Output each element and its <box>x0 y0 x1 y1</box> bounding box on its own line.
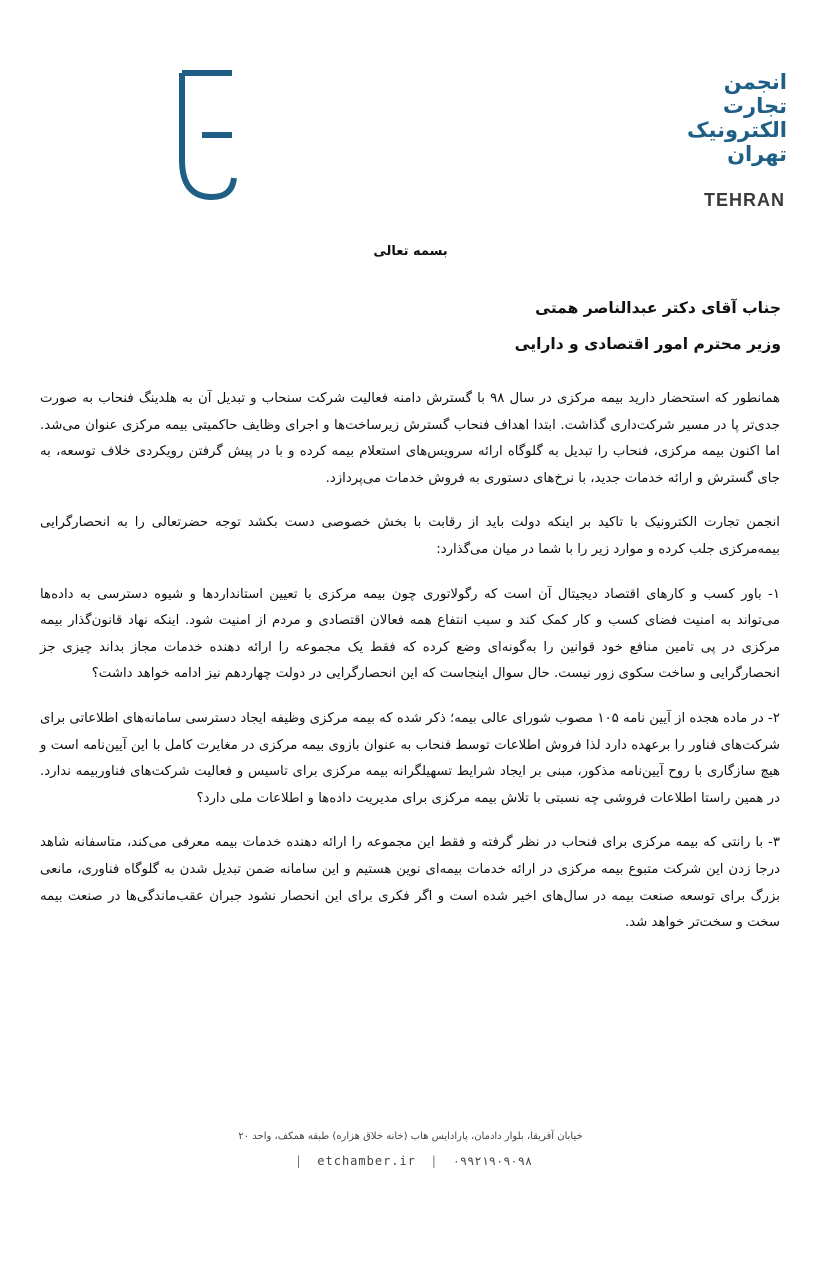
e-logo-icon <box>170 70 250 200</box>
footer-contact <box>0 1154 821 1168</box>
body-paragraph: ۱- باور کسب و کارهای اقتصاد دیجیتال آن است که رگولاتوری چون بیمه مرکزی با تعیین استانداردها و شیوه دسترسی به داده‌ها می‌تواند به امنیت فضای کسب و کار کمک کند و سبب انتفاع همه فعالان اقتصادی و مردم از امنیت شود. اینکه نهاد قانون‌گذار بیمه مرکزی در پی تامین منافع خود قوانین را به‌گونه‌ای وضع کرده که فقط یک مجموعه را ارائه دهنده خدمات مجاز بداند چیزی جز انحصارگرایی و ساخت سکوی زور نیست. حال سوال اینجاست که این انحصارگرایی در دولت چهاردهم نیز ادامه خواهد داشت؟ <box>40 586 780 682</box>
brand-line: تهران <box>727 142 787 166</box>
body-paragraph: همانطور که استحضار دارید بیمه مرکزی در سال ۹۸ با گسترش دامنه فعالیت شرکت سنحاب و تبدیل آن به هلدینگ فنحاب به صورت جدی‌تر پا در مسیر شرکت‌داری گذاشت. ابتدا اهداف فنحاب گسترش زیرساخت‌ها و اجرای وظایف حاکمیتی بیمه مرکزی عنوان می‌شد. اما اکنون بیمه مرکزی، فنحاب را تبدیل به گلوگاه ارائه سرویس‌های استعلام بیمه کرده و با در پیش گرفتن رویکردی خلاف توسعه، به جای گسترش و ارائه خدمات جدید، با نرخ‌های دستوری به فروش خدمات می‌پردازد. <box>40 391 780 486</box>
brand-line: انجمن <box>723 70 787 94</box>
addressee-title: وزیر محترم امور اقتصادی و دارایی <box>514 335 781 353</box>
website-link[interactable]: etchamber.ir <box>317 1154 416 1168</box>
separator: | <box>430 1154 439 1168</box>
body-paragraph: انجمن تجارت الکترونیک با تاکید بر اینکه دولت باید از رقابت با بخش خصوصی دست بکشد توجه حضرتعالی را به انحصارگرایی بیمه‌مرکزی جلب کرده و موارد زیر را با شما در میان می‌گذارد: <box>40 515 780 557</box>
brand-latin-name: TEHRAN <box>704 190 785 210</box>
addressee-name: جناب آقای دکتر عبدالناصر همتی <box>535 299 781 317</box>
letter-body <box>40 386 780 955</box>
body-paragraph: ۳- با رانتی که بیمه مرکزی برای فنحاب در نظر گرفته و فقط این مجموعه را ارائه دهنده خدمات بیمه معرفی می‌کند، متاسفانه شاهد درجا زدن این شرکت متبوع بیمه مرکزی در ارائه خدمات بیمه‌ای نوین هستیم و این سامانه ضمن تبدیل شدن به گلوگاه فناوری، مانعی بزرگ برای توسعه صنعت بیمه در سال‌های اخیر شده است و اگر فکری برای این انحصار نشود جبران عقب‌ماندگی‌ها در صنعت بیمه سخت و سخت‌تر خواهد شد. <box>40 835 780 931</box>
separator: | <box>294 1154 304 1168</box>
footer-address: خیابان آفریقا، بلوار دادمان، پارادایس هاب (خانه خلاق هزاره) طبقه همکف، واحد ۲۰ <box>238 1131 583 1142</box>
brand-line: تجارت <box>722 94 787 118</box>
body-paragraph: ۲- در ماده هجده از آیین نامه ۱۰۵ مصوب شورای عالی بیمه؛ ذکر شده که بیمه مرکزی وظیفه ایجاد دسترسی سامانه‌های اطلاعاتی برای شرکت‌های فناور را برعهده دارد لذا فروش اطلاعات توسط فنحاب به عنوان بازوی بیمه مرکزی در مغایرت کامل با این آیین‌نامه است و هیچ سازگاری با روح آیین‌نامه مذکور، مبنی بر ایجاد شرایط تسهیلگرانه بیمه مرکزی برای تاسیس و فعالیت شرکت‌های فناوربیمه ندارد. در همین راستا اطلاعات فروشی چه نسبتی با تلاش بیمه مرکزی برای مدیریت داده‌ها و اطلاعات ملی دارد؟ <box>40 710 781 806</box>
phone-number: ۰۹۹۲۱۹۰۹۰۹۸ <box>452 1154 533 1168</box>
letterhead <box>0 0 821 230</box>
brand-line: الکترونیک <box>687 118 787 142</box>
addressee-block <box>41 290 781 362</box>
invocation-heading: بسمه تعالی <box>373 244 448 259</box>
footer <box>0 1128 821 1168</box>
organization-name <box>637 70 787 166</box>
